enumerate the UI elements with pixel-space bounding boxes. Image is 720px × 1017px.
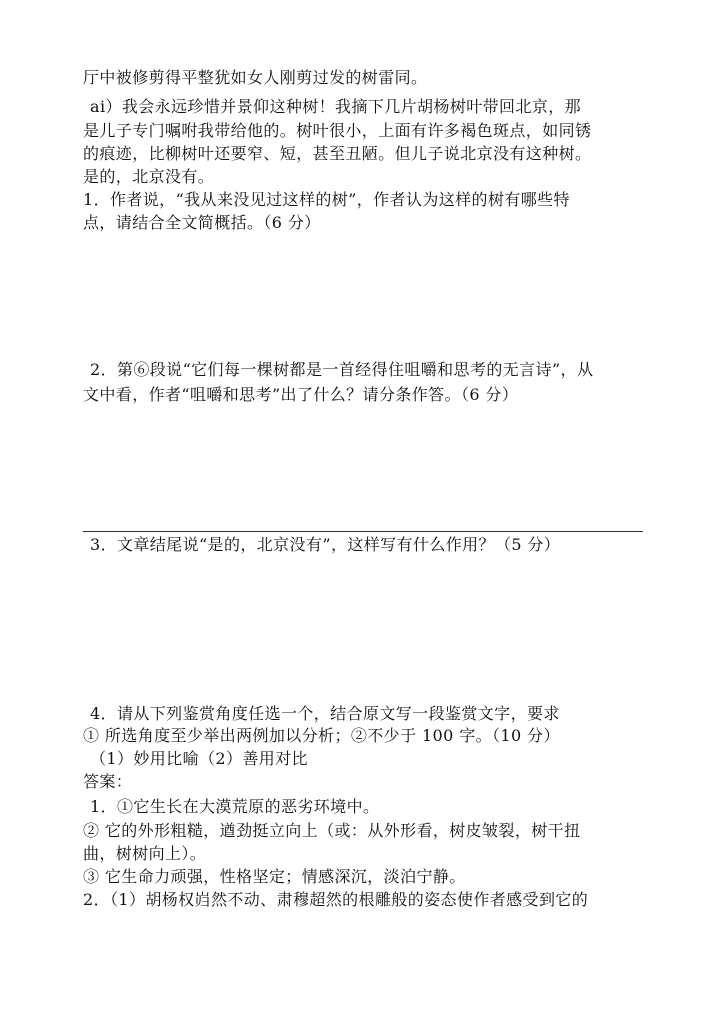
- answer-1-3: ③ 它生命力顽强，性格坚定；情感深沉，淡泊宁静。: [83, 867, 466, 886]
- question-4: 4．请从下列鉴赏角度任选一个，结合原文写一段鉴赏文字，要求: [90, 704, 560, 723]
- text-line: 厅中被修剪得平整犹如女人刚剪过发的树雷同。: [83, 68, 428, 87]
- question-4-options: （1）妙用比喻（2）善用对比: [90, 749, 308, 768]
- text-line: 是的，北京没有。: [83, 167, 215, 186]
- answer-1-2: ② 它的外形粗糙，遒劲挺立向上（或：从外形看，树皮皱裂，树干扭: [83, 821, 581, 840]
- divider-line: [83, 531, 643, 532]
- question-4-req: ① 所选角度至少举出两例加以分析；②不少于 100 字。（10 分）: [83, 726, 560, 745]
- question-1-cont: 点，请结合全文简概括。（6 分）: [83, 213, 321, 232]
- answer-1-2-cont: 曲，树树向上）。: [83, 844, 207, 863]
- text-line: 是儿子专门嘱咐我带给他的。树叶很小，上面有许多褐色斑点，如同锈: [83, 121, 592, 140]
- question-2-cont: 文中看，作者“咀嚼和思考”出了什么？请分条作答。（6 分）: [83, 385, 519, 404]
- text-line: 的痕迹，比柳树叶还要窄、短，甚至丑陋。但儿子说北京没有这种树。: [83, 144, 592, 163]
- question-2: 2．第⑥段说“它们每一棵树都是一首经得住咀嚼和思考的无言诗”，从: [90, 360, 594, 379]
- answer-2-1: 2．（1）胡杨权岿然不动、肃穆超然的根雕般的姿态使作者感受到它的: [83, 890, 589, 909]
- text-line: ai）我会永远珍惜并景仰这种树！我摘下几片胡杨树叶带回北京，那: [90, 97, 582, 116]
- question-3: 3．文章结尾说“是的，北京没有”，这样写有什么作用？（5 分）: [90, 535, 561, 554]
- question-1: 1．作者说，“我从来没见过这样的树”，作者认为这样的树有哪些特: [83, 190, 570, 209]
- answer-heading: 答案：: [83, 772, 133, 791]
- answer-1-1: 1．①它生长在大漠荒原的恶劣环境中。: [90, 797, 380, 816]
